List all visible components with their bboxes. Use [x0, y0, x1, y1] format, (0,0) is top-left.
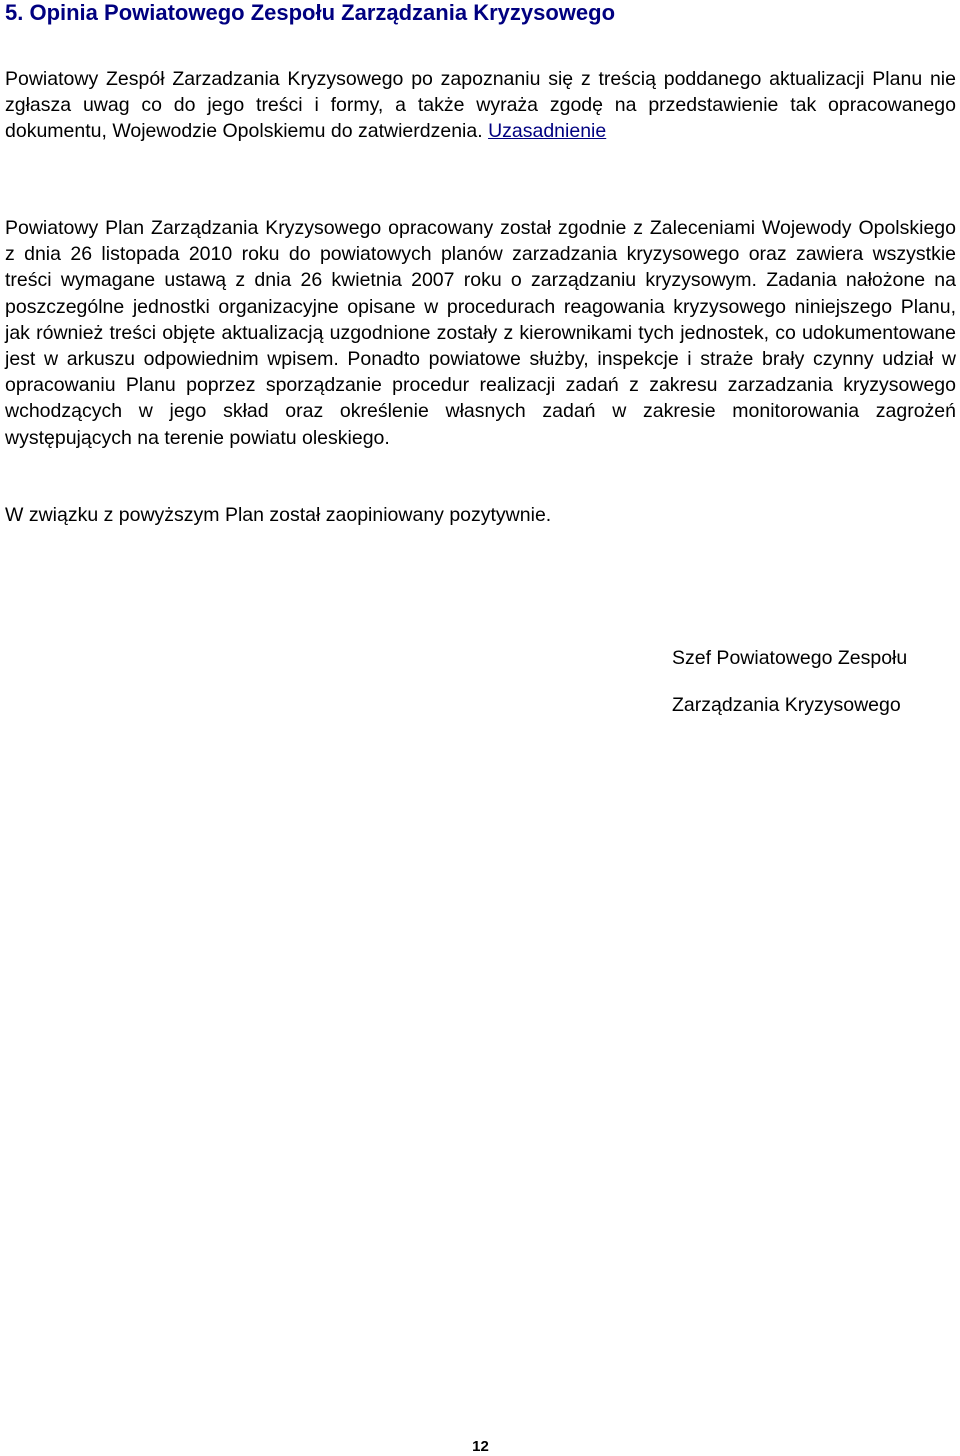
justification-paragraph: Powiatowy Plan Zarządzania Kryzysowego opracowany został zgodnie z Zaleceniami Wojewody Opolskiego z dnia 26 listopada 2010 roku do powiatowych planów zarzadzania kryzysowego oraz zawiera wszystkie treści wymagane ustawą z dnia 26 kwietnia 2007 roku o zarządzaniu kryzysowym. Zadania nałożone na poszczególne jednostki organizacyjne opisane w procedurach reagowania kryzysowego niniejszego Planu, jak również treści objęte aktualizacją uzgodnione zostały z kierownikami tych jednostek, co udokumentowane jest w arkuszu odpowiednim wpisem. Ponadto powiatowe służby, inspekcje i straże brały czynny udział w opracowaniu Planu poprzez sporządzanie procedur realizacji zadań z zakresu zarzadzania kryzysowego wchodzących w jego skład oraz określenie własnych zadań w zakresie monitorowania zagrożeń występujących na terenie powiatu oleskiego. — [5, 217, 956, 449]
opinion-text: Powiatowy Zespół Zarzadzania Kryzysowego po zapoznaniu się z treścią poddanego aktualizacji Planu nie zgłasza uwag co do jego treści i formy, a także wyraża zgodę na przedstawienie tak opracowanego dokumentu, Wojewodzie Opolskiemu do zatwierdzenia. — [5, 68, 956, 143]
signature-title-line-1: Szef Powiatowego Zespołu — [672, 647, 908, 669]
justification-heading: Uzasadnienie — [488, 120, 607, 143]
opinion-paragraph — [5, 66, 956, 145]
conclusion-paragraph: W związku z powyższym Plan został zaopiniowany pozytywnie. — [5, 504, 552, 526]
document-page — [5, 0, 956, 1456]
signature-title-line-2: Zarządzania Kryzysowego — [672, 694, 901, 716]
page-number: 12 — [472, 1438, 489, 1455]
section-heading: 5. Opinia Powiatowego Zespołu Zarządzania Kryzysowego — [5, 0, 616, 25]
